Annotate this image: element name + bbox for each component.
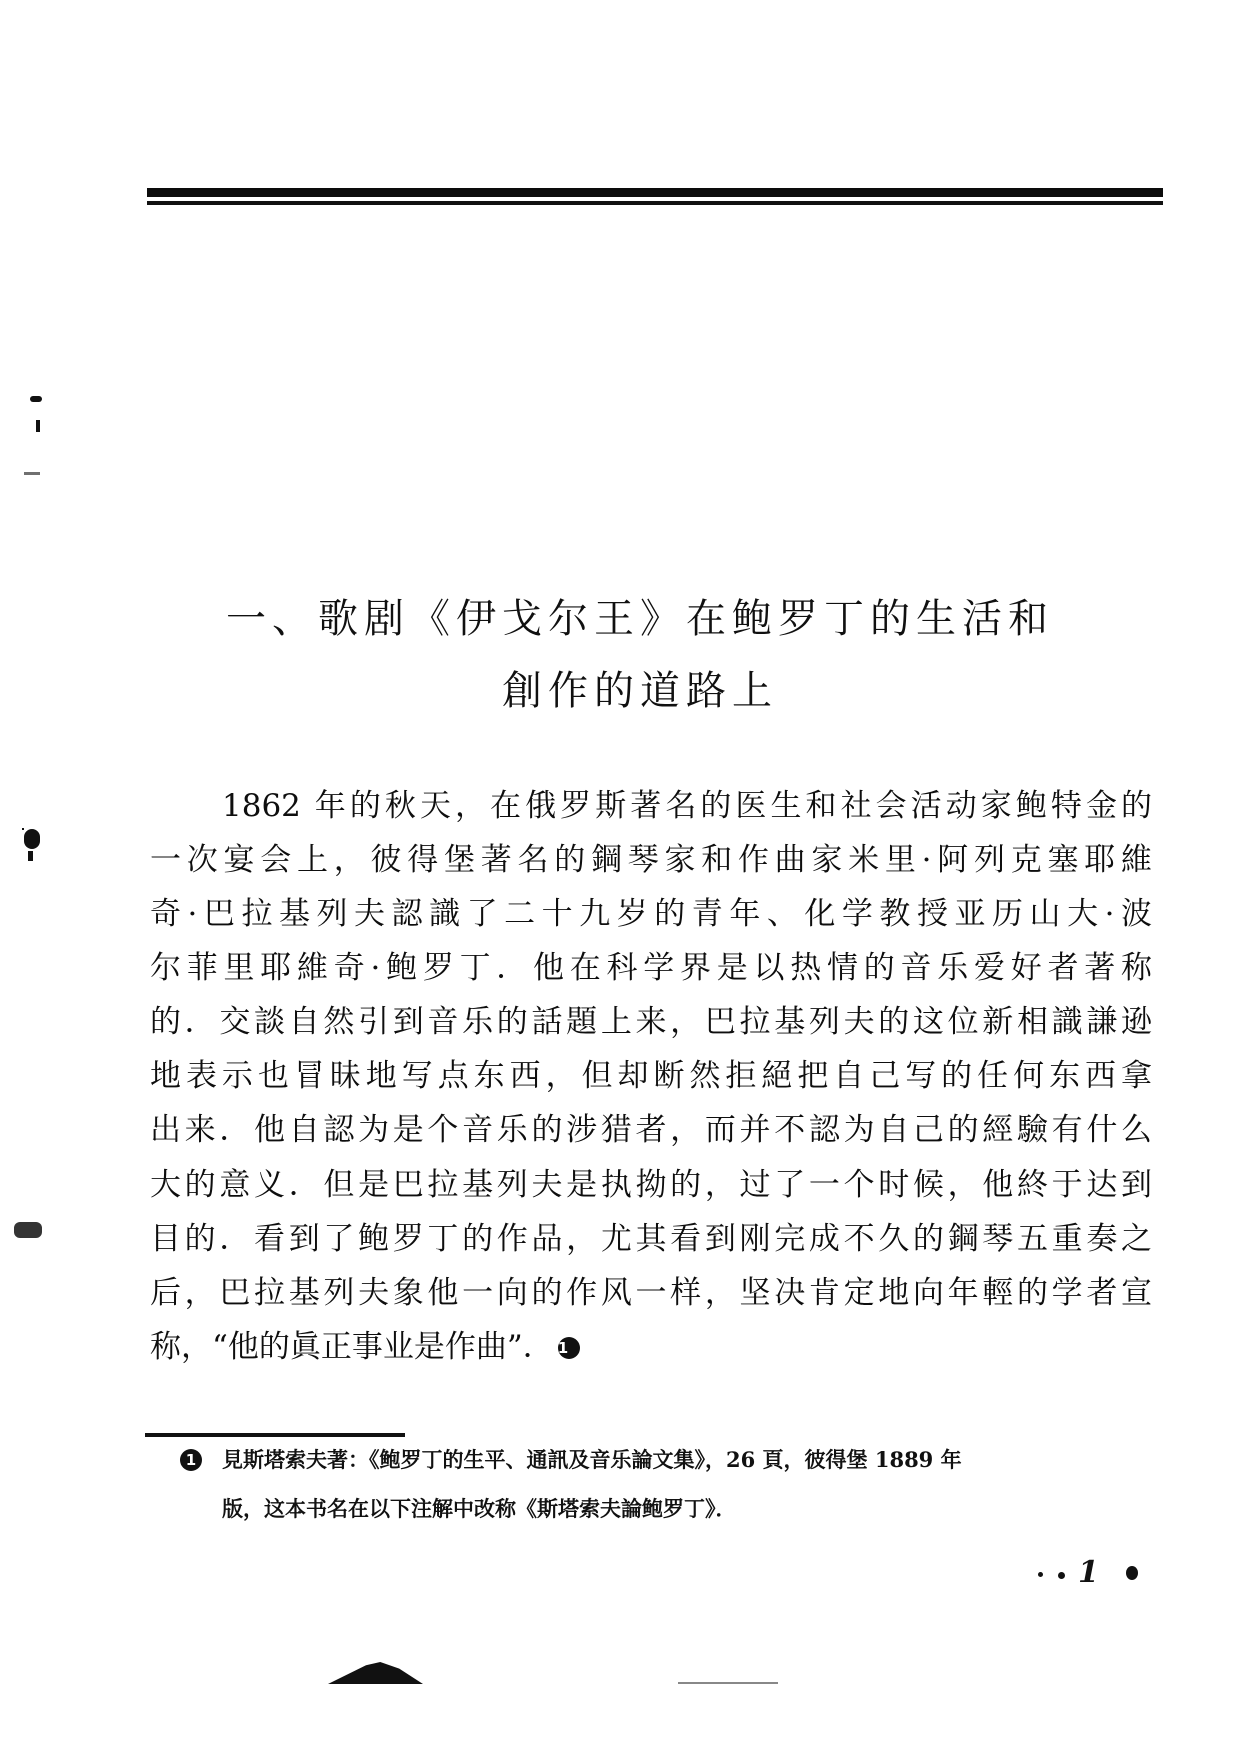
page-number-dot	[1126, 1566, 1138, 1580]
page-number: 1	[1078, 1555, 1099, 1590]
body-line-text: 称，“他的眞正事业是作曲”．	[150, 1329, 554, 1365]
body-line: 的．交談自然引到音乐的話題上来，巴拉基列夫的这位新相識謙逊	[150, 1004, 1152, 1040]
page-number-dot	[1058, 1572, 1065, 1579]
scan-mark	[28, 851, 33, 861]
footnote-marker: 1	[180, 1449, 202, 1471]
body-line: 尔菲里耶維奇·鲍罗丁．他在科学界是以热情的音乐爱好者著称	[150, 950, 1152, 986]
body-line: 大的意义．但是巴拉基列夫是执拗的，过了一个时候，他終于达到	[150, 1167, 1152, 1203]
scan-mark	[328, 1662, 423, 1684]
scan-mark	[36, 420, 40, 432]
footnote-reference-link[interactable]: 1	[558, 1337, 580, 1359]
footnote-line-1: 見斯塔索夫著：《鲍罗丁的生平、通訊及音乐論文集》，26 頁，彼得堡 1889 年	[222, 1447, 962, 1472]
body-line: 一次宴会上，彼得堡著名的鋼琴家和作曲家米里·阿列克塞耶維	[150, 842, 1152, 878]
body-line: 奇·巴拉基列夫認識了二十九岁的青年、化学教授亚历山大·波	[150, 896, 1152, 932]
scan-mark	[30, 396, 42, 402]
page-number-dot	[1038, 1572, 1043, 1577]
header-rule-thin	[147, 201, 1163, 205]
footnote-separator	[145, 1433, 405, 1437]
scan-mark	[24, 829, 40, 849]
footnote-line-2: 版，这本书名在以下注解中改称《斯塔索夫論鲍罗丁》．	[222, 1496, 737, 1521]
scan-mark	[22, 828, 24, 830]
body-line: 1862 年的秋天，在俄罗斯著名的医生和社会活动家鲍特金的	[222, 788, 1152, 824]
chapter-title-line-2: 創作的道路上	[502, 667, 778, 714]
body-line: 目的．看到了鲍罗丁的作品，尤其看到刚完成不久的鋼琴五重奏之	[150, 1221, 1152, 1257]
body-line: 地表示也冒昧地写点东西，但却断然拒絕把自己写的任何东西拿	[150, 1058, 1152, 1094]
body-line-last	[150, 1327, 1152, 1367]
header-rule-thick	[147, 188, 1163, 197]
scan-mark	[24, 472, 40, 475]
scan-mark	[14, 1222, 42, 1238]
chapter-title-line-1: 一、歌剧《伊戈尔王》在鲍罗丁的生活和	[226, 595, 1054, 642]
body-line: 出来．他自認为是个音乐的涉猎者，而并不認为自己的經驗有什么	[150, 1112, 1152, 1148]
scan-mark	[678, 1682, 778, 1684]
body-line: 后，巴拉基列夫象他一向的作风一样，坚决肯定地向年輕的学者宣	[150, 1275, 1152, 1311]
